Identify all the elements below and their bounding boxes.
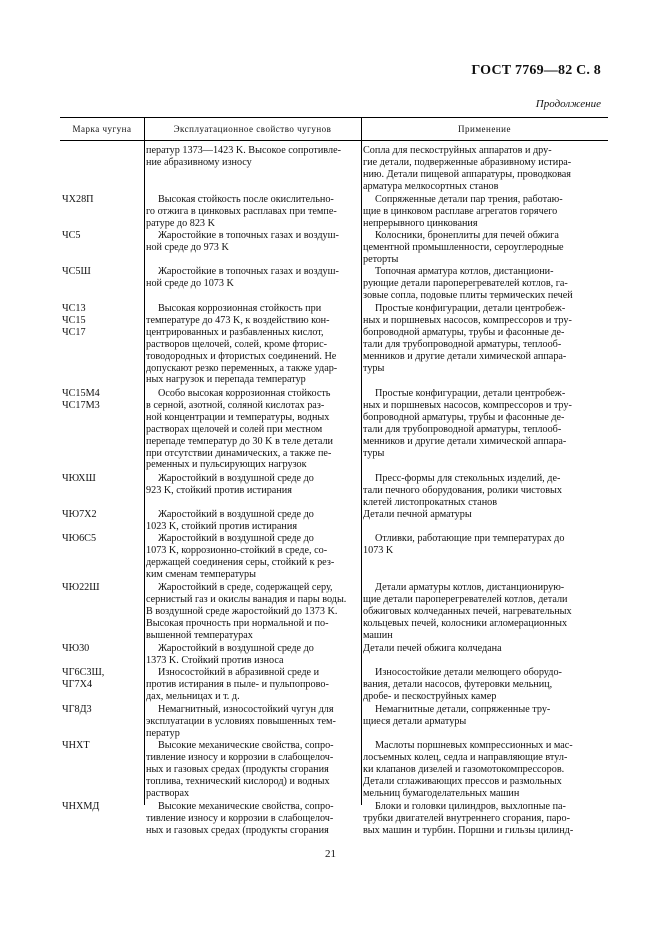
text-line: 1373 K. Стойкий против износа xyxy=(146,654,284,666)
table-header-rule xyxy=(60,140,608,141)
text-line: туры xyxy=(363,362,385,374)
application-cell xyxy=(363,667,606,703)
text-line: сернистый газ и окислы ванадия и пары воды. xyxy=(146,593,347,605)
text-line: Износостойкий в абразивной среде и xyxy=(158,667,320,678)
text-line: Немагнитные детали, сопряженные тру- xyxy=(375,704,551,715)
text-line: Жаростойкие в топочных газах и воздуш- xyxy=(158,230,339,241)
application-cell xyxy=(363,145,606,193)
text-line: ных нагрузок и перепада температур xyxy=(146,374,306,386)
text-line: ЧЮХШ xyxy=(62,473,96,484)
text-line: Немагнитный, износостойкий чугун для xyxy=(158,704,334,715)
text-line: тали печного оборудования, ролики чистовых xyxy=(363,484,562,496)
text-line: ной среде до 1073 K xyxy=(146,277,234,289)
text-line: щиеся детали арматуры xyxy=(363,715,467,727)
grade-cell xyxy=(62,643,140,655)
text-line: Детали печной арматуры xyxy=(363,509,472,520)
text-line: 1073 K, коррозионно-стойкий в среде, со- xyxy=(146,544,328,556)
text-line: Маслоты поршневых компрессионных и мас- xyxy=(375,740,573,751)
text-line: Высокие механические свойства, сопро- xyxy=(158,740,334,751)
property-cell xyxy=(146,388,355,471)
application-cell xyxy=(363,194,606,230)
text-line: Колосники, бронеплиты для печей обжига xyxy=(375,230,559,241)
text-line: Высокая коррозионная стойкость при xyxy=(158,303,322,314)
text-line: Высокая стойкость после окислительно- xyxy=(158,194,334,205)
text-line: обжиговых колчеданных печей, нагревательных xyxy=(363,605,572,617)
application-cell xyxy=(363,303,606,374)
text-line: 1023 K, стойкий против истирания xyxy=(146,520,298,532)
text-line: Сопряженные детали пар трения, работаю- xyxy=(375,194,563,205)
application-cell xyxy=(363,230,606,266)
application-cell xyxy=(363,643,606,655)
text-line: ных и газовых средах (продукты сгорания xyxy=(146,824,329,836)
text-line: вания, детали насосов, футеровки мельниц, xyxy=(363,678,553,690)
property-cell xyxy=(146,704,355,740)
grade-cell xyxy=(62,509,140,521)
grade-cell xyxy=(62,194,140,206)
property-cell xyxy=(146,533,355,581)
grade-cell xyxy=(62,704,140,716)
text-line: дробе- и пескоструйных камер xyxy=(363,690,497,702)
grade-cell xyxy=(62,388,140,412)
text-line: Простые конфигурации, детали центробеж- xyxy=(375,303,566,314)
property-cell xyxy=(146,643,355,667)
text-line: кольцевых печей, колосники агломерационных xyxy=(363,617,568,629)
text-line: ЧГ8Д3 xyxy=(62,704,92,715)
property-cell xyxy=(146,509,355,533)
text-line: тали для трубопроводной арматуры, теплооб- xyxy=(363,423,562,435)
text-line: Высокие механические свойства, сопро- xyxy=(158,801,334,812)
property-cell xyxy=(146,303,355,386)
text-line: Особо высокая коррозионная стойкость xyxy=(158,388,331,399)
text-line: ким сменам температуры xyxy=(146,568,256,580)
text-line: ЧХ28П xyxy=(62,194,94,205)
application-cell xyxy=(363,801,606,837)
text-line: Пресс-формы для стекольных изделий, де- xyxy=(375,473,561,484)
text-line: цементной промышленности, сероуглеродные xyxy=(363,241,564,253)
text-line: тивление износу и коррозии в слабощелоч- xyxy=(146,751,334,763)
text-line: Детали арматуры котлов, дистанционирую- xyxy=(375,582,565,593)
text-line: эксплуатации в условиях повышенных тем- xyxy=(146,715,336,727)
text-line: 1073 K xyxy=(363,544,394,556)
text-line: держащей соединения серы, стойкий к рез- xyxy=(146,556,335,568)
text-line: менников и другие детали химической аппара- xyxy=(363,435,567,447)
text-line: клетей листопрокатных станов xyxy=(363,496,498,508)
grade-cell xyxy=(62,533,140,545)
application-cell xyxy=(363,266,606,302)
text-line: топлива, технический кислород) и водных xyxy=(146,775,330,787)
text-line: ЧС17М3 xyxy=(62,399,100,411)
table-column-divider-2 xyxy=(361,117,362,805)
text-line: ЧГ6С3Ш, xyxy=(62,667,105,678)
text-line: Жаростойкие в топочных газах и воздуш- xyxy=(158,266,339,277)
continued-label: Продолжение xyxy=(535,98,601,110)
text-line: ЧНХМД xyxy=(62,801,100,812)
text-line: тали для трубопроводной арматуры, теплооб- xyxy=(363,338,562,350)
text-line: реторты xyxy=(363,253,399,265)
text-line: бопроводной арматуры, трубы и фасонные де- xyxy=(363,411,565,423)
text-line: машин xyxy=(363,629,393,641)
text-line: ной концентрации и температуры, водных xyxy=(146,411,330,423)
text-line: ЧС13 xyxy=(62,303,86,314)
text-line: арматура мелкосортных станов xyxy=(363,180,499,192)
text-line: Износостойкие детали мелющего оборудо- xyxy=(375,667,562,678)
text-line: в серной, азотной, соляной кислотах раз- xyxy=(146,399,325,411)
text-line: Топочная арматура котлов, дистанциони- xyxy=(375,266,554,277)
text-line: вышенной температурах xyxy=(146,629,253,641)
property-cell xyxy=(146,266,355,290)
text-line: щие в цинковом расплаве агрегатов горячего xyxy=(363,205,558,217)
text-line: ных и поршневых насосов, компрессоров и тру- xyxy=(363,399,572,411)
application-cell xyxy=(363,582,606,642)
text-line: растворов щелочей, солей, кроме фторис- xyxy=(146,338,328,350)
text-line: Высокая прочность при нормальной и по- xyxy=(146,617,329,629)
application-cell xyxy=(363,704,606,728)
page-number: 21 xyxy=(325,848,336,860)
text-line: ЧЮ22Ш xyxy=(62,582,100,593)
text-line: ператур xyxy=(146,727,180,739)
text-line: Блоки и головки цилиндров, выхлопные па- xyxy=(375,801,566,812)
column-header-property: Эксплуатационное свойство чугунов xyxy=(173,124,332,134)
property-cell xyxy=(146,582,355,642)
text-line: Детали сглаживающих прессов и размольных xyxy=(363,775,562,787)
text-line: непрерывного цинкования xyxy=(363,217,478,229)
table-column-divider-1 xyxy=(144,117,145,805)
text-line: Отливки, работающие при температурах до xyxy=(375,533,565,544)
text-line: Детали печей обжига колчедана xyxy=(363,643,502,654)
text-line: ратуре до 823 K xyxy=(146,217,215,229)
text-line: ЧЮ30 xyxy=(62,643,90,654)
grade-cell xyxy=(62,801,140,813)
text-line: допускают резко переменных, а также удар- xyxy=(146,362,338,374)
text-line: ЧС5Ш xyxy=(62,266,91,277)
grade-cell xyxy=(62,582,140,594)
property-cell xyxy=(146,194,355,230)
text-line: ператур 1373—1423 K. Высокое сопротивле- xyxy=(146,145,341,156)
text-line: го отжига в цинковых расплавах при темпе- xyxy=(146,205,337,217)
text-line: ременных и пульсирующих нагрузок xyxy=(146,459,307,471)
grade-cell xyxy=(62,667,140,691)
text-line: Простые конфигурации, детали центробеж- xyxy=(375,388,566,399)
text-line: ки клапанов дизелей и газомотокомпрессоров. xyxy=(363,763,565,775)
text-line: ЧС15М4 xyxy=(62,388,100,399)
text-line: Сопла для пескоструйных аппаратов и дру- xyxy=(363,145,552,156)
text-line: 923 K, стойкий против истирания xyxy=(146,484,292,496)
text-line: ЧНХТ xyxy=(62,740,90,751)
text-line: зовые сопла, подовые плиты термических печей xyxy=(363,289,573,301)
text-line: ных и поршневых насосов, компрессоров и тру- xyxy=(363,314,572,326)
text-line: Жаростойкий в воздушной среде до xyxy=(158,643,314,654)
text-line: ЧС5 xyxy=(62,230,81,241)
application-cell xyxy=(363,740,606,800)
text-line: менников и другие детали химической аппара- xyxy=(363,350,567,362)
text-line: Жаростойкий в воздушной среде до xyxy=(158,473,314,484)
text-line: ЧЮ7Х2 xyxy=(62,509,97,520)
column-header-grade: Марка чугуна xyxy=(72,124,132,134)
text-line: ЧС15 xyxy=(62,314,86,326)
application-cell xyxy=(363,473,606,509)
text-line: растворах щелочей и солей при местном xyxy=(146,423,323,435)
text-line: вых машин и турбин. Поршни и гильзы цилинд- xyxy=(363,824,574,836)
grade-cell xyxy=(62,303,140,339)
text-line: перепаде температур до 30 K в теле детали xyxy=(146,435,333,447)
text-line: бопроводной арматуры, трубы и фасонные де- xyxy=(363,326,565,338)
text-line: ние абразивному износу xyxy=(146,156,252,168)
text-line: гие детали, подверженные абразивному истира- xyxy=(363,156,572,168)
text-line: тивление износу и коррозии в слабощелоч- xyxy=(146,812,334,824)
text-line: лосъемных колец, седла и направляющие втул- xyxy=(363,751,568,763)
property-cell xyxy=(146,801,355,837)
text-line: товодородных и фтористых соединений. Не xyxy=(146,350,337,362)
text-line: туры xyxy=(363,447,385,459)
text-line: рующие детали пароперегревателей котлов, га- xyxy=(363,277,568,289)
text-line: дах, мельницах и т. д. xyxy=(146,690,240,702)
text-line: температуре до 473 K, к воздействию кон- xyxy=(146,314,330,326)
application-cell xyxy=(363,509,606,521)
text-line: В воздушной среде жаростойкий до 1373 K. xyxy=(146,605,338,617)
text-line: центрированных и разбавленных кислот, xyxy=(146,326,324,338)
document-header: ГОСТ 7769—82 С. 8 xyxy=(471,63,601,78)
text-line: Жаростойкий в воздушной среде до xyxy=(158,533,314,544)
grade-cell xyxy=(62,740,140,752)
property-cell xyxy=(146,230,355,254)
text-line: нию. Детали пищевой аппаратуры, проводковая xyxy=(363,168,571,180)
text-line: Жаростойкий в воздушной среде до xyxy=(158,509,314,520)
text-line: щие детали пароперегревателей котлов, детали xyxy=(363,593,568,605)
text-line: ной среде до 973 K xyxy=(146,241,229,253)
text-line: Жаростойкий в среде, содержащей серу, xyxy=(158,582,333,593)
grade-cell xyxy=(62,230,140,242)
text-line: ЧГ7Х4 xyxy=(62,678,93,690)
text-line: растворах xyxy=(146,787,190,799)
property-cell xyxy=(146,473,355,497)
text-line: при отсутствии динамических, а также пе- xyxy=(146,447,332,459)
grade-cell xyxy=(62,473,140,485)
property-cell xyxy=(146,740,355,800)
text-line: ных и газовых средах (продукты сгорания xyxy=(146,763,329,775)
text-line: ЧС17 xyxy=(62,326,86,338)
text-line: трубки двигателей внутреннего сгорания, паро- xyxy=(363,812,571,824)
table-top-rule xyxy=(60,117,608,118)
application-cell xyxy=(363,388,606,459)
column-header-application: Применение xyxy=(458,124,511,134)
grade-cell xyxy=(62,266,140,278)
text-line: против истирания в пыле- и пульпопрово- xyxy=(146,678,329,690)
property-cell xyxy=(146,667,355,703)
text-line: ЧЮ6С5 xyxy=(62,533,97,544)
application-cell xyxy=(363,533,606,557)
property-cell xyxy=(146,145,355,169)
text-line: мельниц бумагоделательных машин xyxy=(363,787,520,799)
